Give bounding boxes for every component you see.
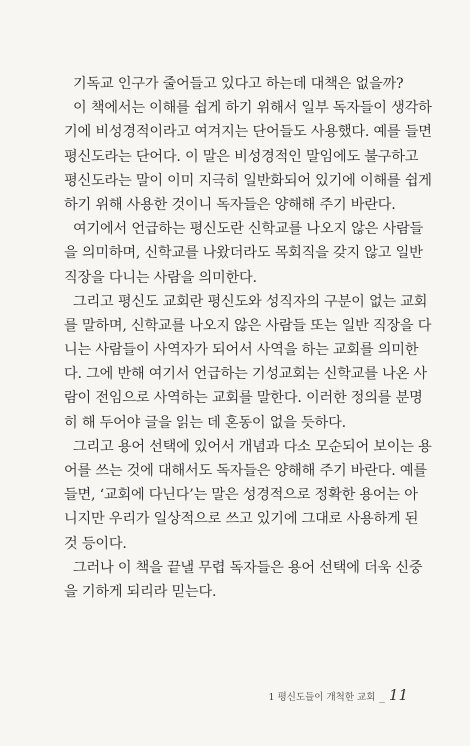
text-line: 을 의미하며, 신학교를 나왔더라도 목회직을 갖지 않고 일반 bbox=[64, 245, 423, 262]
text-line: 어를 쓰는 것에 대해서도 독자들은 양해해 주기 바란다. 예를 bbox=[64, 463, 427, 479]
paragraph bbox=[64, 435, 432, 556]
text-line: 기에 비성경적이라고 여겨지는 단어들도 사용했다. 예를 들면 bbox=[64, 124, 432, 141]
text-line: 그리고 용어 선택에 있어서 개념과 다소 모순되어 보이는 용 bbox=[73, 438, 432, 455]
text-line: 그러나 이 책을 끝낼 무렵 독자들은 용어 선택에 더욱 신중 bbox=[73, 559, 423, 576]
text-line: 니지만 우리가 일상적으로 쓰고 있기에 그대로 사용하게 된 bbox=[64, 511, 419, 528]
text-line: 직장을 다니는 사람을 의미한다. bbox=[64, 269, 257, 286]
text-line: 다. 그에 반해 여기서 언급하는 기성교회는 신학교를 나온 사 bbox=[64, 366, 427, 383]
text-line: 여기에서 언급하는 평신도란 신학교를 나오지 않은 사람들 bbox=[73, 221, 423, 238]
paragraph bbox=[64, 96, 432, 217]
running-footer bbox=[269, 686, 408, 704]
text-line: 이 책에서는 이해를 쉽게 하기 위해서 일부 독자들이 생각하 bbox=[73, 100, 432, 117]
text-line: 히 해 두어야 글을 읽는 데 혼동이 없을 듯하다. bbox=[64, 414, 346, 431]
text-line: 평신도라는 단어다. 이 말은 비성경적인 말임에도 불구하고 bbox=[64, 148, 419, 165]
paragraph bbox=[64, 556, 423, 604]
footer-separator: _ bbox=[379, 690, 385, 703]
text-line: 기독교 인구가 줄어들고 있다고 하는데 대책은 없을까? bbox=[73, 76, 404, 92]
text-line: 니는 사람들이 사역자가 되어서 사역을 하는 교회를 의미한 bbox=[64, 342, 419, 359]
chapter-title: 1 평신도들이 개척한 교회 bbox=[268, 692, 376, 703]
text-line: 그리고 평신도 교회란 평신도와 성직자의 구분이 없는 교회 bbox=[73, 293, 428, 310]
text-line: 평신도라는 말이 이미 지극히 일반화되어 있기에 이해를 쉽게 bbox=[64, 172, 432, 189]
paragraph bbox=[64, 290, 432, 435]
text-line: 들면, ‘교회에 다닌다’는 말은 성경적으로 정확한 용어는 아 bbox=[64, 487, 418, 504]
body-text bbox=[64, 72, 432, 604]
paragraph bbox=[64, 217, 423, 290]
text-line: 하기 위해 사용한 것이니 독자들은 양해해 주기 바란다. bbox=[64, 196, 396, 213]
text-line: 을 기하게 되리라 믿는다. bbox=[64, 583, 217, 600]
text-line: 것 등이다. bbox=[64, 535, 127, 552]
text-line: 람이 전임으로 사역하는 교회를 말한다. 이러한 정의를 분명 bbox=[64, 390, 423, 407]
paragraph bbox=[64, 72, 414, 96]
page-number: 11 bbox=[388, 686, 408, 704]
text-line: 를 말하며, 신학교를 나오지 않은 사람들 또는 일반 직장을 다 bbox=[64, 317, 432, 334]
